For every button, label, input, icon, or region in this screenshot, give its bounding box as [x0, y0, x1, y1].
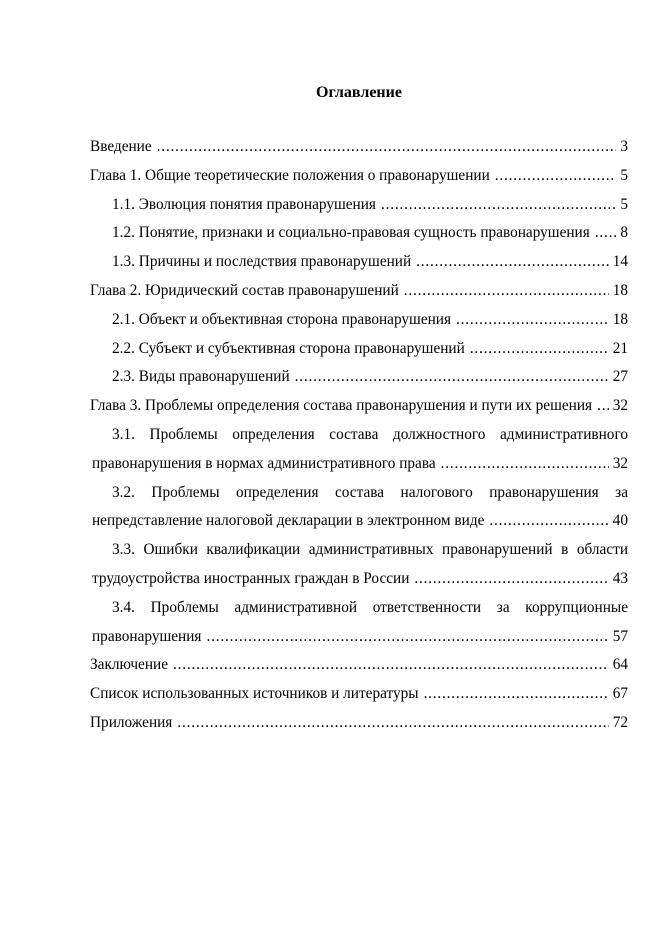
toc-page-number: 8: [620, 224, 628, 242]
toc-entry: [90, 335, 628, 364]
dot-leader: [177, 709, 608, 738]
toc-entry: [90, 421, 628, 450]
toc-entry: [90, 536, 628, 565]
dot-leader: [441, 450, 609, 479]
toc-entry-text: Заключение: [90, 656, 169, 674]
toc-entry-text: правонарушения в нормах административного права: [92, 454, 436, 472]
toc-entry: [90, 450, 628, 479]
toc-entry-text: Глава 3. Проблемы определения состава правонарушения и пути их решения: [90, 397, 593, 415]
toc-entry: [90, 191, 628, 220]
dot-leader: [489, 507, 608, 536]
toc-entry: [90, 623, 628, 652]
dot-leader: [157, 133, 617, 162]
dot-leader: [495, 162, 617, 191]
dot-leader: [424, 680, 609, 709]
toc-entry-text: непредставление налоговой декларации в электронном виде: [92, 512, 485, 530]
toc-page-number: 67: [612, 685, 628, 703]
toc-entry-text: 3.4. Проблемы административной ответственности за коррупционные: [112, 598, 628, 616]
toc-page-number: 64: [612, 656, 628, 674]
toc-entry: [90, 565, 628, 594]
toc-entry: [90, 133, 628, 162]
toc-entry: [90, 248, 628, 277]
toc-page-number: 32: [612, 397, 628, 415]
toc-entry-text: 1.1. Эволюция понятия правонарушения: [112, 195, 376, 213]
toc-entry: [90, 306, 628, 335]
toc-page-number: 14: [612, 253, 628, 271]
toc-entry: [90, 363, 628, 392]
toc-entry-text: Глава 2. Юридический состав правонарушений: [90, 281, 399, 299]
toc-entry-text: Список использованных источников и литературы: [90, 685, 419, 703]
toc-entry: [90, 162, 628, 191]
toc-entry-text: Введение: [90, 138, 152, 155]
toc-page-number: 43: [612, 569, 628, 587]
toc-page-number: 18: [612, 310, 628, 328]
dot-leader: [470, 335, 609, 364]
toc-entry: [90, 219, 628, 248]
toc-entry-text: Глава 1. Общие теоретические положения о правонарушении: [90, 166, 490, 184]
toc-entry-text: трудоустройства иностранных граждан в России: [92, 569, 410, 587]
toc-entry-text: Приложения: [90, 713, 173, 731]
dot-leader: [404, 277, 609, 306]
dot-leader: [414, 565, 608, 594]
toc-entry: [90, 651, 628, 680]
toc-page-number: 40: [612, 512, 628, 530]
toc-entry-text: 3.2. Проблемы определения состава налогового правонарушения за: [112, 483, 628, 501]
toc-entry-text: 2.3. Виды правонарушений: [112, 368, 290, 386]
dot-leader: [416, 248, 609, 277]
toc-entry: [90, 709, 628, 738]
toc-entry: [90, 507, 628, 536]
toc-entry: [90, 277, 628, 306]
dot-leader: [597, 392, 609, 421]
toc-entry: [90, 594, 628, 623]
toc-title: Оглавление: [316, 84, 402, 101]
toc-page-number: 72: [612, 713, 628, 731]
toc-page-number: 3: [620, 138, 628, 155]
dot-leader: [295, 363, 609, 392]
toc-page-number: 5: [620, 195, 628, 213]
toc-list: [90, 133, 628, 738]
dot-leader: [381, 191, 616, 220]
toc-entry-text: 2.2. Субъект и субъективная сторона правонарушений: [112, 339, 465, 357]
toc-page-number: 57: [612, 627, 628, 645]
toc-page-number: 18: [612, 281, 628, 299]
toc-entry-text: 3.1. Проблемы определения состава должностного административного: [112, 425, 628, 443]
toc-page-number: 32: [612, 454, 628, 472]
toc-entry-text: 1.2. Понятие, признаки и социально-правовая сущность правонарушения: [112, 224, 590, 242]
dot-leader: [206, 623, 608, 652]
toc-entry-text: правонарушения: [92, 627, 202, 645]
toc-entry-text: 2.1. Объект и объективная сторона правонарушения: [112, 310, 452, 328]
dot-leader: [173, 651, 609, 680]
toc-page-number: 21: [612, 339, 628, 357]
toc-page-number: 27: [612, 368, 628, 386]
toc-entry: [90, 479, 628, 508]
dot-leader: [595, 219, 617, 248]
dot-leader: [456, 306, 609, 335]
toc-entry-text: 3.3. Ошибки квалификации административных правонарушений в области: [112, 541, 628, 559]
toc-page-number: 5: [620, 166, 628, 184]
toc-entry: [90, 680, 628, 709]
toc-entry: [90, 392, 628, 421]
toc-entry-text: 1.3. Причины и последствия правонарушений: [112, 253, 412, 271]
